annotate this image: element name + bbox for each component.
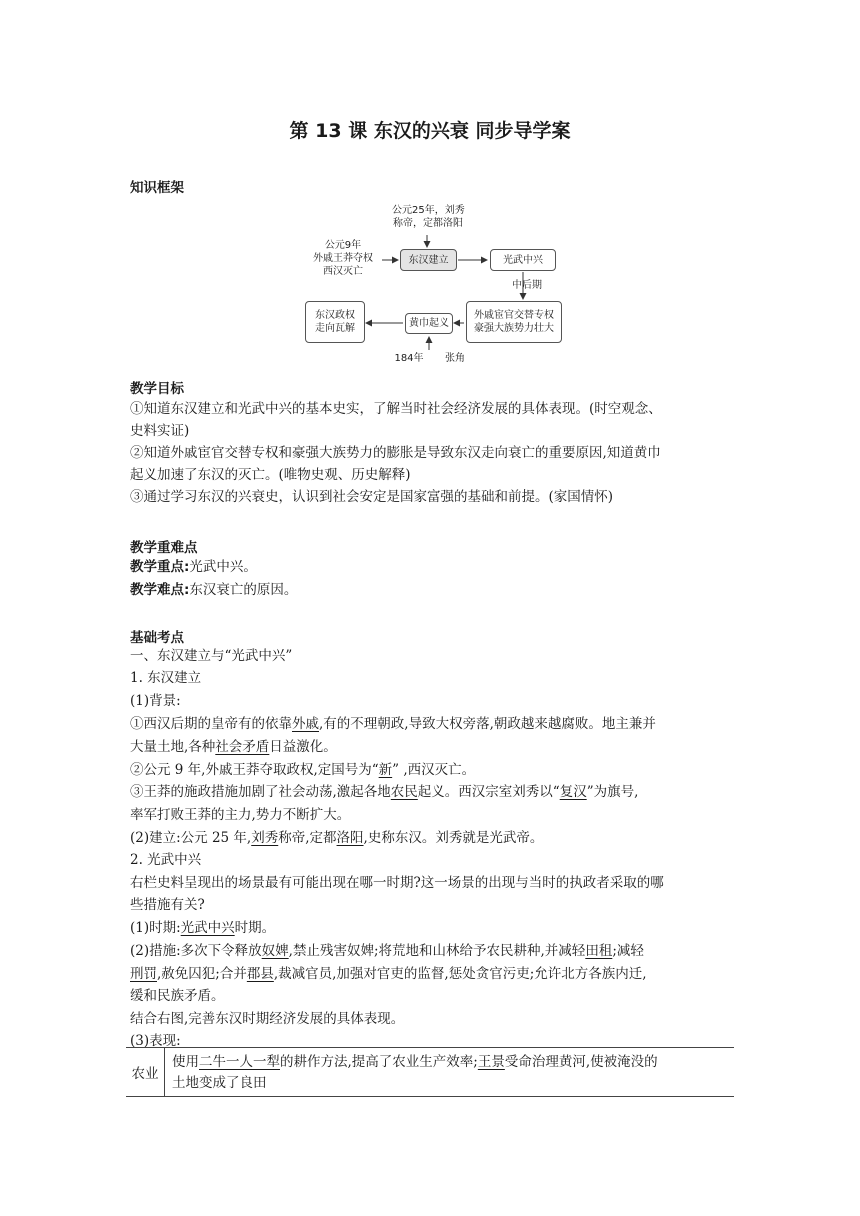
text: ;减轻 — [612, 943, 644, 959]
key-points-heading: 教学重难点 — [130, 540, 198, 556]
answer-blank: 刘秀 — [251, 830, 279, 846]
basics-heading: 基础考点 — [130, 630, 184, 646]
box-collapse-line-2: 走向瓦解 — [315, 323, 355, 334]
text: (2)建立:公元 25 年, — [130, 830, 252, 846]
note-uprising-year: 184年 — [394, 353, 424, 364]
question-line: 些措施有关? — [130, 897, 205, 913]
performance-label: (3)表现: — [130, 1033, 181, 1049]
text: ,有的不理朝政,导致大权旁落,朝政越来越腐败。地主兼并 — [319, 716, 656, 732]
knowledge-framework-diagram — [300, 195, 570, 375]
paragraph-line — [130, 964, 647, 984]
box-eastern-han-founding: 东汉建立 — [400, 249, 457, 271]
box-regime-collapse — [305, 301, 365, 343]
framework-heading: 知识框架 — [130, 180, 184, 196]
answer-blank: 王景 — [477, 1054, 505, 1070]
paragraph-line — [130, 918, 275, 938]
focus-text: 光武中兴。 — [189, 559, 257, 575]
objectives-heading: 教学目标 — [130, 381, 184, 397]
objective-line: ①知道东汉建立和光武中兴的基本史实，了解当时社会经济发展的具体表现。(时空观念、 — [130, 401, 662, 417]
note-top-line-1: 公元25年，刘秀 — [392, 205, 465, 216]
teaching-difficulty — [130, 580, 297, 600]
text: ①西汉后期的皇帝有的依靠 — [130, 716, 292, 732]
text: 使用 — [172, 1054, 199, 1070]
paragraph-line — [130, 782, 638, 802]
text: 受命治理黄河,使被淹没的 — [504, 1054, 658, 1070]
paragraph-line — [130, 941, 644, 961]
text: ,史称东汉。刘秀就是光武帝。 — [363, 830, 544, 846]
text: 日益激化。 — [269, 739, 337, 755]
box-power-struggle — [466, 301, 562, 343]
note-left-line-3: 西汉灭亡 — [323, 266, 363, 277]
answer-blank: 奴婢 — [261, 943, 289, 959]
text: ,禁止残害奴婢;将荒地和山林给予农民耕种,并减轻 — [288, 943, 586, 959]
answer-blank: 洛阳 — [336, 830, 364, 846]
background-label: (1)背景: — [130, 693, 181, 709]
note-uprising-leader: 张角 — [445, 353, 465, 364]
objective-line: 史料实证) — [130, 423, 190, 439]
box-yellow-turban-uprising: 黄巾起义 — [405, 313, 453, 334]
objective-line: ③通过学习东汉的兴衰史，认识到社会安定是国家富强的基础和前提。(家国情怀) — [130, 489, 614, 505]
paragraph-line — [130, 737, 337, 757]
text: (1)时期: — [130, 920, 181, 936]
subsection-title: 1. 东汉建立 — [130, 670, 202, 686]
text: ,赦免囚犯;合并 — [157, 966, 247, 982]
answer-blank: 新 — [378, 762, 393, 778]
note-left-line-1: 公元9年 — [324, 240, 362, 251]
paragraph-line — [130, 828, 543, 848]
page-title: 第 13 课 东汉的兴衰 同步导学案 — [289, 120, 571, 142]
difficulty-text: 东汉衰亡的原因。 — [189, 582, 298, 598]
answer-blank: 光武中兴 — [180, 920, 235, 936]
text: ③王莽的施政措施加剧了社会动荡,激起各地 — [130, 784, 391, 800]
text: ②公元 9 年,外戚王莽夺取政权,定国号为“ — [130, 762, 379, 778]
paragraph-line: 率军打败王莽的主力,势力不断扩大。 — [130, 807, 351, 823]
note-middle-late-period: 中后期 — [512, 280, 542, 291]
answer-blank: 二牛一人一犁 — [199, 1054, 280, 1070]
text: 起义。西汉宗室刘秀以“ — [417, 784, 560, 800]
question-line: 右栏史料呈现出的场景最有可能出现在哪一时期?这一场景的出现与当时的执政者采取的哪 — [130, 875, 664, 891]
objective-line: 起义加速了东汉的灭亡。(唯物史观、历史解释) — [130, 467, 411, 483]
paragraph-line — [130, 714, 656, 734]
answer-blank: 刑罚 — [130, 966, 157, 982]
note-western-han-fall — [304, 239, 382, 278]
objective-line: ②知道外戚宦官交替专权和豪强大族势力的膨胀是导致东汉走向衰亡的重要原因,知道黄巾 — [130, 445, 661, 461]
subsection-title: 2. 光武中兴 — [130, 852, 202, 868]
text: ”为旗号, — [586, 784, 639, 800]
answer-blank: 复汉 — [559, 784, 587, 800]
note-left-line-2: 外戚王莽夺权 — [313, 253, 373, 264]
text: 称帝,定都 — [278, 830, 337, 846]
text: ,裁减官员,加强对官吏的监督,惩处贪官污吏;允许北方各族内迁, — [273, 966, 647, 982]
table-cell-agriculture — [172, 1052, 732, 1094]
answer-blank: 郡县 — [246, 966, 274, 982]
note-top-line-2: 称帝，定都洛阳 — [393, 218, 463, 229]
answer-blank: 社会矛盾 — [215, 739, 270, 755]
table-cell-line: 土地变成了良田 — [172, 1075, 267, 1091]
text: ” ,西汉灭亡。 — [392, 762, 476, 778]
difficulty-label: 教学难点: — [130, 582, 190, 598]
paragraph-line: 缓和民族矛盾。 — [130, 988, 225, 1004]
table-cell-line — [172, 1052, 732, 1073]
text: 时期。 — [234, 920, 276, 936]
answer-blank: 农民 — [390, 784, 418, 800]
economy-table — [126, 1047, 734, 1097]
box-power-line-2: 豪强大族势力壮大 — [474, 323, 554, 334]
text: (2)措施:多次下令释放 — [130, 943, 262, 959]
paragraph-line — [130, 760, 475, 780]
text: 大量土地,各种 — [130, 739, 216, 755]
paragraph-line: 结合右图,完善东汉时期经济发展的具体表现。 — [130, 1011, 405, 1027]
answer-blank: 外戚 — [292, 716, 319, 732]
note-founding-year — [392, 204, 464, 230]
section-title: 一、东汉建立与“光武中兴” — [130, 648, 293, 664]
text: 的耕作方法,提高了农业生产效率; — [280, 1054, 478, 1070]
box-power-line-1: 外戚宦官交替专权 — [474, 310, 554, 321]
answer-blank: 田租 — [585, 943, 613, 959]
table-category-agriculture: 农业 — [126, 1048, 165, 1096]
box-guangwu-revival: 光武中兴 — [490, 249, 556, 271]
teaching-focus — [130, 557, 257, 577]
focus-label: 教学重点: — [130, 559, 190, 575]
box-collapse-line-1: 东汉政权 — [315, 310, 355, 321]
